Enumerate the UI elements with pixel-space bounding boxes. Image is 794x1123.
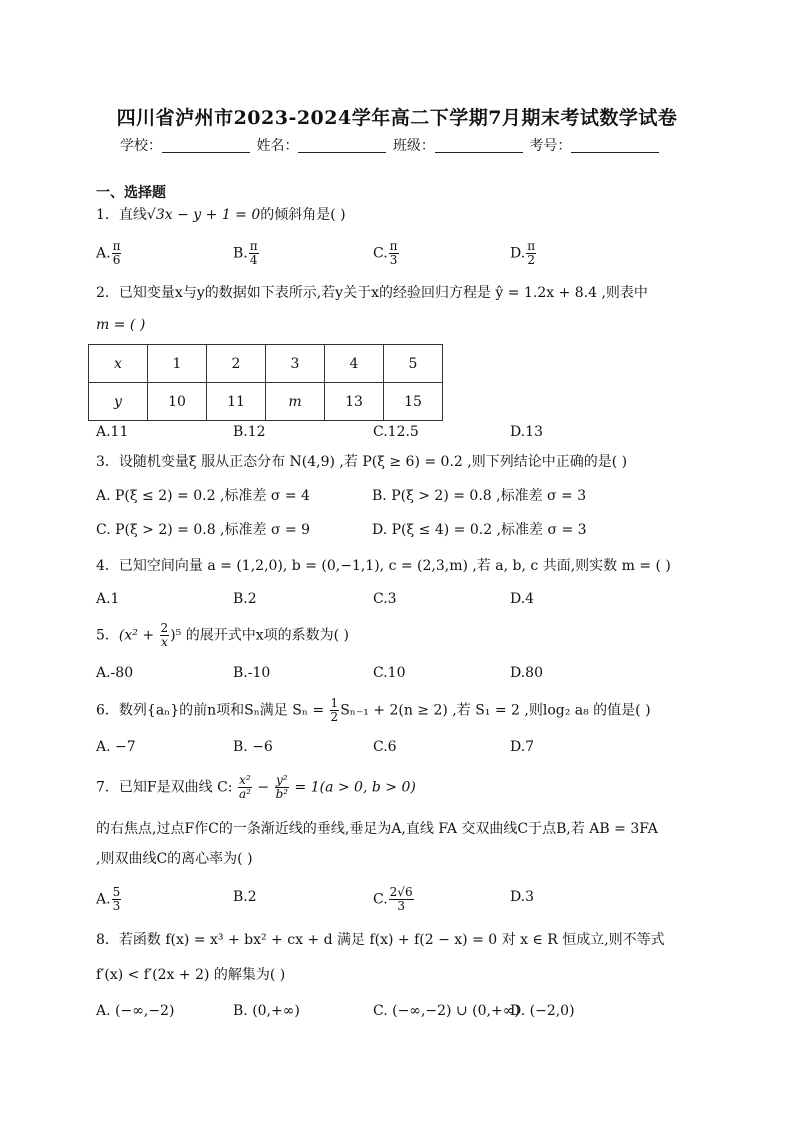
option-d: D.80 (510, 665, 543, 681)
school-blank (162, 138, 250, 153)
option-d: D.4 (510, 591, 535, 607)
question-number: 3． (96, 454, 119, 470)
question-number: 7． (96, 779, 119, 796)
question-text: 已知变量x与y的数据如下表所示,若y关于x的经验回归方程是 ŷ = 1.2x + 8.4 ,则表中 (118, 285, 648, 301)
option-label: C. (373, 245, 388, 262)
option-label: B. (233, 245, 248, 262)
fraction (330, 697, 340, 724)
section-heading: 一、选择题 (96, 185, 166, 201)
numerator: π (527, 239, 536, 253)
fraction (389, 886, 414, 913)
name-blank (298, 138, 386, 153)
question-4-stem (96, 555, 671, 577)
option-d: D.13 (510, 424, 543, 440)
name-label: 姓名： (256, 138, 299, 154)
option-c: C.12.5 (373, 424, 419, 440)
option-a: A. −7 (96, 739, 136, 755)
option-b: B.-10 (233, 665, 271, 681)
question-3-stem (96, 451, 627, 473)
denominator: 4 (249, 253, 258, 267)
question-2-stem-line2: m = ( ) (96, 317, 146, 333)
option-a: A. (−∞,−2) (96, 1003, 175, 1019)
question-7-stem-line3: ,则双曲线C的离心率为( ) (96, 851, 253, 867)
question-6-stem (96, 697, 651, 724)
option-b: B. P(ξ > 2) = 0.8 ,标准差 σ = 3 (372, 488, 587, 504)
denominator: 6 (112, 253, 121, 267)
numerator: y² (276, 773, 288, 787)
option-c: C. (−∞,−2) ∪ (0,+∞) (373, 1003, 520, 1019)
table-cell: 15 (384, 383, 443, 421)
fraction (526, 240, 536, 267)
question-2-stem (96, 282, 648, 304)
option-a: A.-80 (96, 665, 134, 681)
option-b: B.12 (233, 424, 266, 440)
table-row (89, 345, 443, 383)
equation: (x² + (118, 627, 159, 644)
data-table (88, 344, 443, 421)
table-cell: 2 (207, 345, 266, 383)
question-text: 直线 (118, 207, 147, 223)
question-number: 4． (96, 558, 119, 574)
option-c: C. P(ξ > 2) = 0.8 ,标准差 σ = 9 (96, 522, 311, 538)
option-c: C.3 (373, 591, 397, 607)
table-cell: 11 (207, 383, 266, 421)
numerator: 2 (160, 621, 169, 635)
denominator: 3 (397, 899, 405, 913)
numerator: 2√6 (389, 885, 413, 899)
denominator: a² (238, 787, 251, 801)
option-d: D. P(ξ ≤ 4) = 0.2 ,标准差 σ = 3 (372, 522, 587, 538)
option-b: B. (0,+∞) (233, 1003, 300, 1019)
option-c: C.10 (373, 665, 406, 681)
fraction (112, 886, 122, 913)
question-text: 的倾斜角是( ) (260, 207, 346, 223)
student-info-row (120, 135, 661, 155)
table-row (89, 383, 443, 421)
numerator: 1 (330, 696, 339, 710)
option-label: A. (96, 245, 111, 262)
option-a: A. P(ξ ≤ 2) = 0.2 ,标准差 σ = 4 (96, 488, 310, 504)
numerator: π (249, 239, 258, 253)
option-d: D.7 (510, 739, 535, 755)
question-text: 若函数 f(x) = x³ + bx² + cx + d 满足 f(x) + f(2 − x) = 0 对 x ∈ R 恒成立,则不等式 (118, 932, 665, 948)
option-a: A.11 (96, 424, 129, 440)
option-b (233, 240, 260, 267)
exam-number-blank (571, 138, 659, 153)
option-label: D. (510, 245, 526, 262)
table-cell: x (89, 345, 148, 383)
numerator: π (389, 239, 398, 253)
fraction (389, 240, 399, 267)
table-cell: m (266, 383, 325, 421)
table-cell: y (89, 383, 148, 421)
option-a (96, 886, 122, 913)
denominator: 3 (112, 899, 121, 913)
option-d: D.3 (510, 889, 535, 905)
question-number: 8． (96, 932, 119, 948)
option-d: D. (−2,0) (510, 1003, 575, 1019)
denominator: 3 (389, 253, 398, 267)
exam-title: 四川省泸州市2023-2024学年高二下学期7月期末考试数学试卷 (116, 107, 678, 129)
class-label: 班级： (392, 138, 435, 154)
fraction (160, 622, 170, 649)
school-label: 学校： (120, 138, 162, 154)
question-number: 1． (96, 207, 119, 223)
question-number: 5． (96, 627, 119, 644)
option-d (510, 240, 537, 267)
class-blank (435, 138, 523, 153)
question-8-stem-line2: f′(x) < f′(2x + 2) 的解集为( ) (96, 967, 286, 983)
question-text: 设随机变量ξ 服从正态分布 N(4,9) ,若 P(ξ ≥ 6) = 0.2 ,则下列结论中正确的是( ) (118, 454, 628, 470)
denominator: x (160, 635, 168, 649)
question-7-stem (96, 774, 416, 801)
option-label: A. (96, 891, 111, 908)
option-b: B. −6 (233, 739, 273, 755)
table-cell: 4 (325, 345, 384, 383)
table-cell: 13 (325, 383, 384, 421)
question-number: 6． (96, 702, 119, 719)
numerator: π (112, 239, 121, 253)
fraction (249, 240, 259, 267)
question-text: 数列{aₙ}的前n项和Sₙ满足 Sₙ = (118, 702, 329, 719)
table-cell: 3 (266, 345, 325, 383)
option-a (96, 240, 122, 267)
option-c: C.6 (373, 739, 397, 755)
operator: − (252, 779, 274, 796)
denominator: 2 (527, 253, 535, 267)
table-cell: 1 (148, 345, 207, 383)
table-cell: 10 (148, 383, 207, 421)
question-5-stem (96, 622, 349, 649)
option-b: B.2 (233, 889, 257, 905)
option-label: C. (373, 891, 388, 908)
exam-number-label: 考号： (529, 138, 572, 154)
table-cell: 5 (384, 345, 443, 383)
question-text: )⁵ 的展开式中x项的系数为( ) (170, 627, 349, 644)
denominator: b² (275, 787, 289, 801)
option-a: A.1 (96, 591, 120, 607)
fraction (238, 774, 252, 801)
denominator: 2 (330, 710, 339, 724)
numerator: x² (239, 773, 251, 787)
question-7-stem-line2: 的右焦点,过点F作C的一条渐近线的垂线,垂足为A,直线 FA 交双曲线C于点B,若 AB = 3FA (96, 821, 658, 837)
question-1-stem (96, 204, 346, 226)
fraction (112, 240, 122, 267)
option-c (373, 240, 400, 267)
equation: = 1(a > 0, b > 0) (290, 779, 416, 796)
option-c (373, 886, 415, 913)
question-text: 已知F是双曲线 C: (118, 779, 237, 796)
question-text: Sₙ₋₁ + 2(n ≥ 2) ,若 S₁ = 2 ,则log₂ a₈ 的值是( ) (340, 702, 651, 719)
numerator: 5 (112, 885, 121, 899)
question-number: 2． (96, 285, 119, 301)
fraction (275, 774, 290, 801)
equation: √3x − y + 1 = 0 (146, 207, 261, 223)
question-text: 已知空间向量 a = (1,2,0), b = (0,−1,1), c = (2,3,m) ,若 a, b, c 共面,则实数 m = ( ) (118, 558, 671, 574)
option-b: B.2 (233, 591, 257, 607)
question-8-stem (96, 929, 665, 951)
